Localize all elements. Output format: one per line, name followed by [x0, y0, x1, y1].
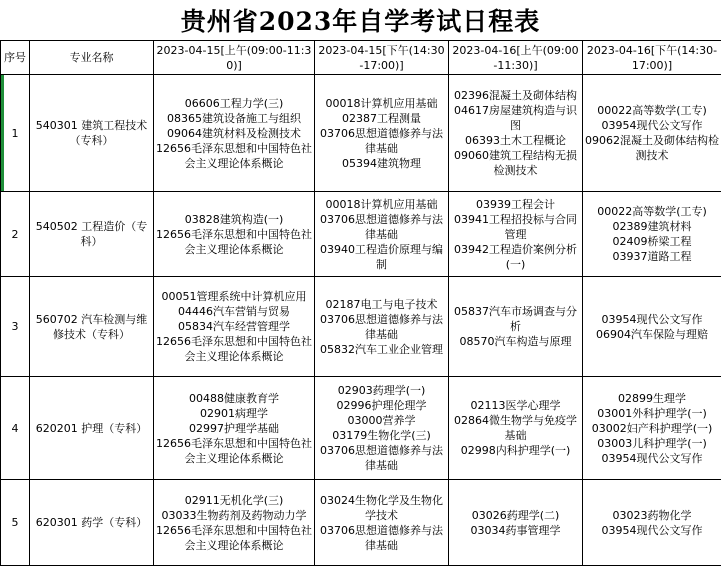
page-title: 贵州省2023年自学考试日程表 — [180, 7, 541, 36]
session-cell — [583, 377, 721, 480]
course-item: 03954现代公文写作 — [601, 451, 703, 465]
course-item: 05394建筑物理 — [342, 156, 421, 170]
row-seq: 3 — [1, 277, 30, 377]
course-item: 03026药理学(二) — [471, 508, 560, 522]
course-item: 06393土木工程概论 — [465, 134, 566, 147]
row-seq: 5 — [1, 480, 30, 566]
course-item: 03706思想道德修养与法律基础 — [320, 212, 443, 241]
course-item: 03024生物化学及生物化学技术 — [320, 493, 443, 522]
session-cell — [154, 480, 315, 566]
row-major: 620201 护理（专科） — [30, 377, 154, 480]
course-item: 03706思想道德修养与法律基础 — [320, 126, 443, 155]
header-major: 专业名称 — [30, 41, 154, 75]
title-row — [0, 0, 721, 40]
header-session-1: 2023-04-15[上午(09:00-11:30)] — [154, 41, 315, 75]
session-cell — [449, 480, 583, 566]
session-cell — [583, 192, 721, 277]
course-item: 03706思想道德修养与法律基础 — [320, 444, 443, 472]
course-item: 02113医学心理学 — [470, 399, 561, 412]
session-cell — [315, 192, 449, 277]
course-item: 03003儿科护理学(一) — [597, 436, 707, 450]
row-major: 540502 工程造价（专科） — [30, 192, 154, 277]
course-item: 02387工程测量 — [342, 111, 421, 125]
header-session-4: 2023-04-16[下午(14:30-17:00)] — [583, 41, 721, 75]
course-item: 03179生物化学(三) — [332, 429, 431, 442]
session-cell — [315, 480, 449, 566]
course-item: 12656毛泽东思想和中国特色社会主义理论体系概论 — [156, 141, 312, 170]
course-item: 09062混凝土及砌体结构检测技术 — [585, 134, 719, 162]
course-item: 02997护理学基础 — [189, 421, 279, 435]
course-item: 00051管理系统中计算机应用 — [161, 290, 307, 303]
course-item: 12656毛泽东思想和中国特色社会主义理论体系概论 — [156, 227, 312, 256]
course-item: 00022高等数学(工专) — [597, 104, 707, 117]
course-item: 02864微生物学与免疫学基础 — [454, 414, 577, 442]
course-item: 00018计算机应用基础 — [325, 96, 438, 110]
row-major: 540301 建筑工程技术（专科） — [30, 75, 154, 192]
course-item: 03940工程造价原理与编制 — [320, 242, 443, 271]
course-item: 02911无机化学(三) — [184, 493, 284, 507]
table-row — [1, 277, 721, 377]
course-item: 03941工程招投标与合同管理 — [454, 212, 577, 241]
session-cell — [154, 377, 315, 480]
session-cell — [315, 75, 449, 192]
course-item: 03954现代公文写作 — [601, 523, 703, 537]
course-item: 08365建筑设备施工与组织 — [167, 111, 301, 125]
session-cell — [449, 377, 583, 480]
course-item: 03939工程会计 — [476, 197, 555, 211]
course-item: 03828建筑构造(一) — [184, 212, 284, 226]
schedule-table — [0, 40, 721, 566]
row-seq: 4 — [1, 377, 30, 480]
course-item: 02409桥梁工程 — [612, 235, 692, 248]
course-item: 02396混凝土及砌体结构 — [454, 89, 577, 102]
course-item: 05832汽车工业企业管理 — [320, 342, 443, 356]
row-major: 620301 药学（专科） — [30, 480, 154, 566]
course-item: 02903药理学(一) — [337, 384, 426, 397]
course-item: 00018计算机应用基础 — [325, 197, 438, 211]
header-session-2: 2023-04-15[下午(14:30-17:00)] — [315, 41, 449, 75]
session-cell — [154, 192, 315, 277]
course-item: 06606工程力学(三) — [184, 96, 284, 110]
course-item: 03942工程造价案例分析(一) — [454, 242, 577, 271]
course-item: 09060建筑工程结构无损检测技术 — [454, 149, 577, 177]
session-cell — [583, 75, 721, 192]
course-item: 06904汽车保险与理赔 — [596, 327, 708, 341]
course-item: 03000营养学 — [347, 414, 416, 427]
course-item: 03033生物药剂及药物动力学 — [161, 508, 307, 522]
row-seq: 1 — [1, 75, 30, 192]
course-item: 02901病理学 — [200, 406, 268, 420]
table-row — [1, 192, 721, 277]
course-item: 03954现代公文写作 — [601, 312, 703, 326]
course-item: 03034药事管理学 — [470, 523, 561, 537]
course-item: 02899生理学 — [618, 391, 686, 405]
header-session-3: 2023-04-16[上午(09:00-11:30)] — [449, 41, 583, 75]
session-cell — [449, 277, 583, 377]
header-row — [1, 41, 721, 75]
session-cell — [449, 192, 583, 277]
course-item: 00022高等数学(工专) — [597, 205, 707, 218]
session-cell — [154, 75, 315, 192]
course-item: 12656毛泽东思想和中国特色社会主义理论体系概论 — [156, 523, 312, 552]
session-cell — [449, 75, 583, 192]
session-cell — [315, 277, 449, 377]
table-row — [1, 480, 721, 566]
table-row — [1, 377, 721, 480]
session-cell — [583, 277, 721, 377]
course-item: 02996护理伦理学 — [336, 399, 427, 412]
course-item: 08570汽车构造与原理 — [459, 335, 572, 348]
course-item: 03706思想道德修养与法律基础 — [320, 312, 443, 341]
course-item: 02998内科护理学(一) — [460, 444, 571, 457]
course-item: 04446汽车营销与贸易 — [178, 305, 290, 318]
course-item: 00488健康教育学 — [189, 391, 279, 405]
table-row — [1, 75, 721, 192]
course-item: 02389建筑材料 — [612, 220, 692, 233]
session-cell — [315, 377, 449, 480]
course-item: 03002妇产科护理学(一) — [591, 421, 713, 435]
session-cell — [583, 480, 721, 566]
header-seq: 序号 — [1, 41, 30, 75]
row-major: 560702 汽车检测与维修技术（专科） — [30, 277, 154, 377]
course-item: 02187电工与电子技术 — [325, 297, 438, 311]
course-item: 03706思想道德修养与法律基础 — [320, 523, 443, 552]
course-item: 09064建筑材料及检测技术 — [167, 126, 301, 140]
course-item: 12656毛泽东思想和中国特色社会主义理论体系概论 — [156, 335, 312, 363]
course-item: 03001外科护理学(一) — [597, 406, 707, 420]
course-item: 03023药物化学 — [612, 508, 692, 522]
course-item: 03937道路工程 — [612, 250, 692, 263]
course-item: 12656毛泽东思想和中国特色社会主义理论体系概论 — [156, 436, 312, 465]
row-seq: 2 — [1, 192, 30, 277]
course-item: 04617房屋建筑构造与识图 — [454, 104, 577, 132]
course-item: 05837汽车市场调查与分析 — [454, 305, 577, 333]
session-cell — [154, 277, 315, 377]
course-item: 03954现代公文写作 — [601, 119, 703, 132]
course-item: 05834汽车经营管理学 — [178, 320, 290, 333]
